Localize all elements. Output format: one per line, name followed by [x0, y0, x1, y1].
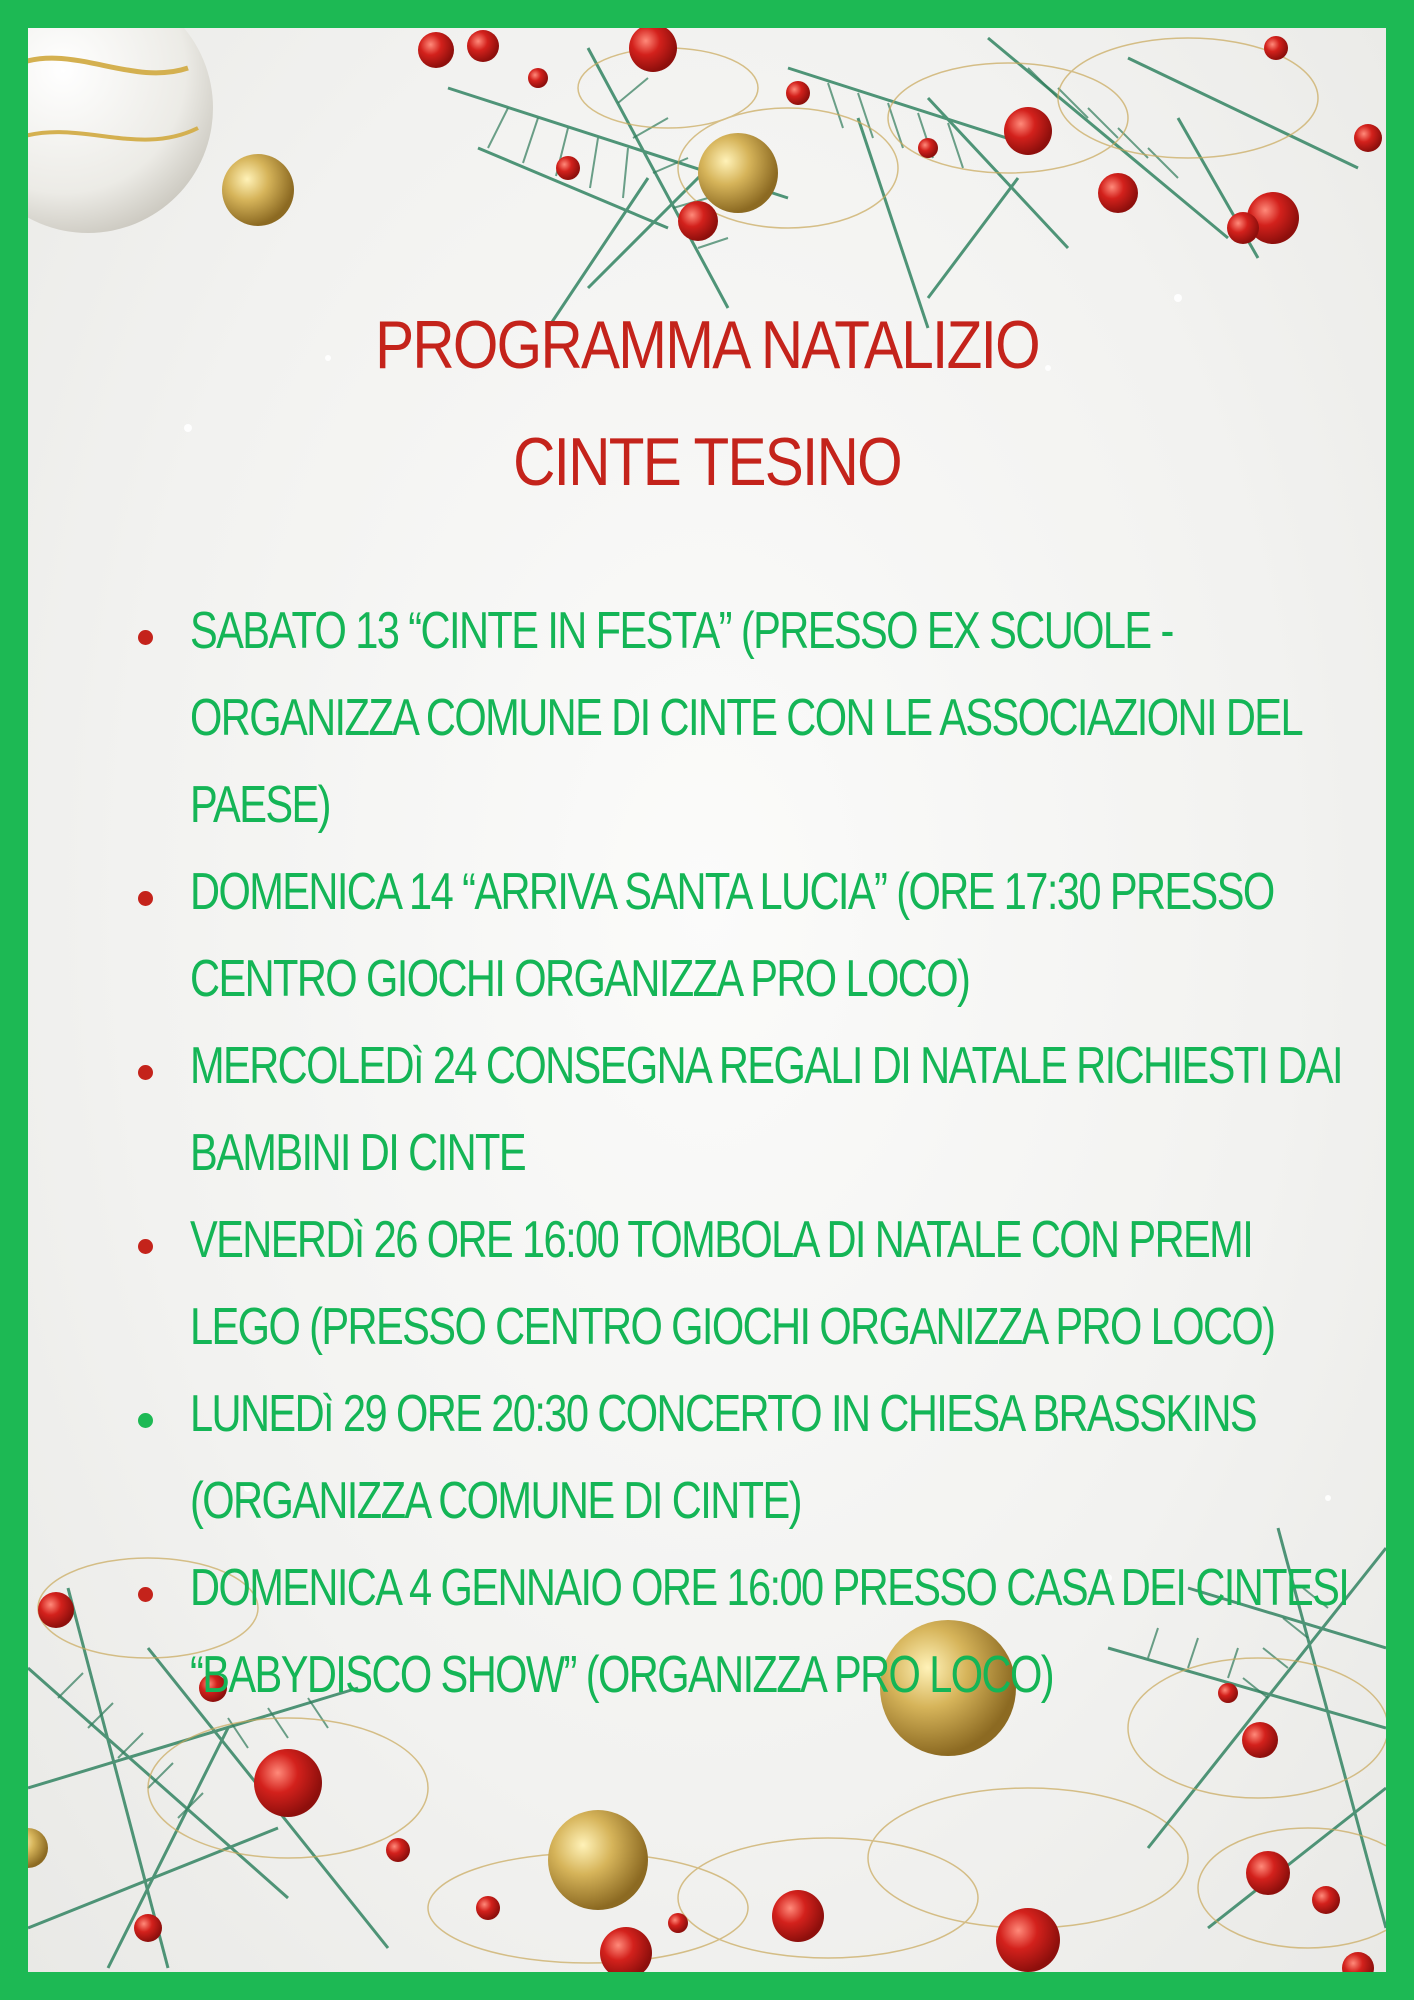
list-item [138, 1197, 1378, 1371]
bullet-icon [138, 1587, 153, 1602]
poster [28, 28, 1386, 1972]
pine-branch-top-icon [448, 38, 1358, 328]
event-text: SABATO 13 “CINTE IN FESTA” (PRESSO EX SCUOLE - ORGANIZZA COMUNE DI CINTE CON LE ASSOCIAZIONI DEL PAESE) [190, 602, 1301, 834]
bullet-icon [138, 630, 153, 645]
page-title: PROGRAMMA NATALIZIO [375, 307, 1039, 383]
bullet-icon [138, 1065, 153, 1080]
bullet-icon [138, 891, 153, 906]
event-list [138, 588, 1378, 1719]
list-item [138, 1023, 1378, 1197]
list-item [138, 588, 1378, 849]
red-berries-bottom-right-icon [1218, 1683, 1374, 1972]
page-subtitle: CINTE TESINO [513, 424, 901, 500]
list-item [138, 1545, 1378, 1719]
event-text: DOMENICA 14 “ARRIVA SANTA LUCIA” (ORE 17:30 PRESSO CENTRO GIOCHI ORGANIZZA PRO LOCO) [190, 863, 1274, 1008]
event-text: VENERDì 26 ORE 16:00 TOMBOLA DI NATALE CON PREMI LEGO (PRESSO CENTRO GIOCHI ORGANIZZA PRO LOCO) [190, 1211, 1275, 1356]
list-item [138, 1371, 1378, 1545]
event-text: LUNEDì 29 ORE 20:30 CONCERTO IN CHIESA BRASSKINS (ORGANIZZA COMUNE DI CINTE) [190, 1385, 1257, 1530]
white-ornament-icon [28, 28, 213, 233]
bullet-icon [138, 1413, 153, 1428]
bullet-icon [138, 1239, 153, 1254]
list-item [138, 849, 1378, 1023]
event-text: MERCOLEDì 24 CONSEGNA REGALI DI NATALE RICHIESTI DAI BAMBINI DI CINTE [190, 1037, 1342, 1182]
event-text: DOMENICA 4 GENNAIO ORE 16:00 PRESSO CASA DEI CINTESI “BABYDISCO SHOW” (ORGANIZZA PRO LOCO) [190, 1559, 1349, 1704]
